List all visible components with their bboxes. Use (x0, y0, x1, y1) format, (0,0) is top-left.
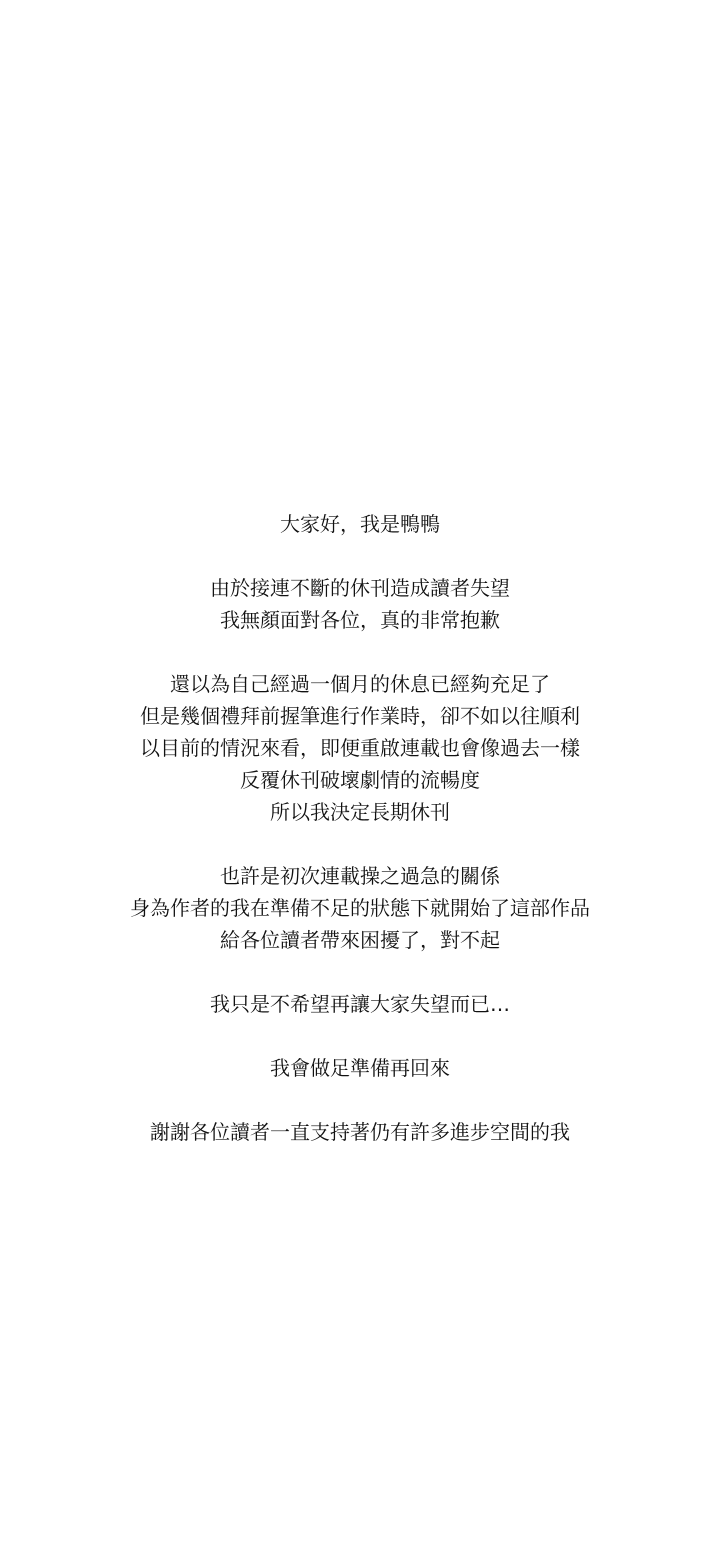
text-line: 但是幾個禮拜前握筆進行作業時，卻不如以往順利 (140, 704, 580, 728)
text-line: 我只是不希望再讓大家失望而已… (210, 992, 510, 1016)
paragraph-gap (0, 1084, 720, 1116)
paragraph-gap (0, 636, 720, 668)
paragraph-gap (0, 828, 720, 860)
text-line: 反覆休刊破壞劇情的流暢度 (240, 768, 480, 792)
paragraph-gap (0, 956, 720, 988)
text-line: 由於接連不斷的休刊造成讀者失望 (210, 576, 510, 600)
paragraph-gap (0, 1020, 720, 1052)
text-line: 我無顏面對各位，真的非常抱歉 (220, 608, 500, 632)
text-line: 給各位讀者帶來困擾了，對不起 (220, 928, 500, 952)
text-line: 身為作者的我在準備不足的狀態下就開始了這部作品 (130, 896, 590, 920)
text-line: 也許是初次連載操之過急的關係 (220, 864, 500, 888)
text-line: 以目前的情況來看，即便重啟連載也會像過去一樣 (140, 736, 580, 760)
greeting-line: 大家好，我是鴨鴨 (280, 512, 440, 536)
text-line: 還以為自己經過一個月的休息已經夠充足了 (170, 672, 550, 696)
text-line: 我會做足準備再回來 (270, 1056, 450, 1080)
paragraph-gap (0, 540, 720, 572)
text-line: 所以我決定長期休刊 (270, 800, 450, 824)
closing-line: 謝謝各位讀者一直支持著仍有許多進步空間的我 (150, 1120, 570, 1144)
hiatus-notice (0, 508, 720, 1148)
